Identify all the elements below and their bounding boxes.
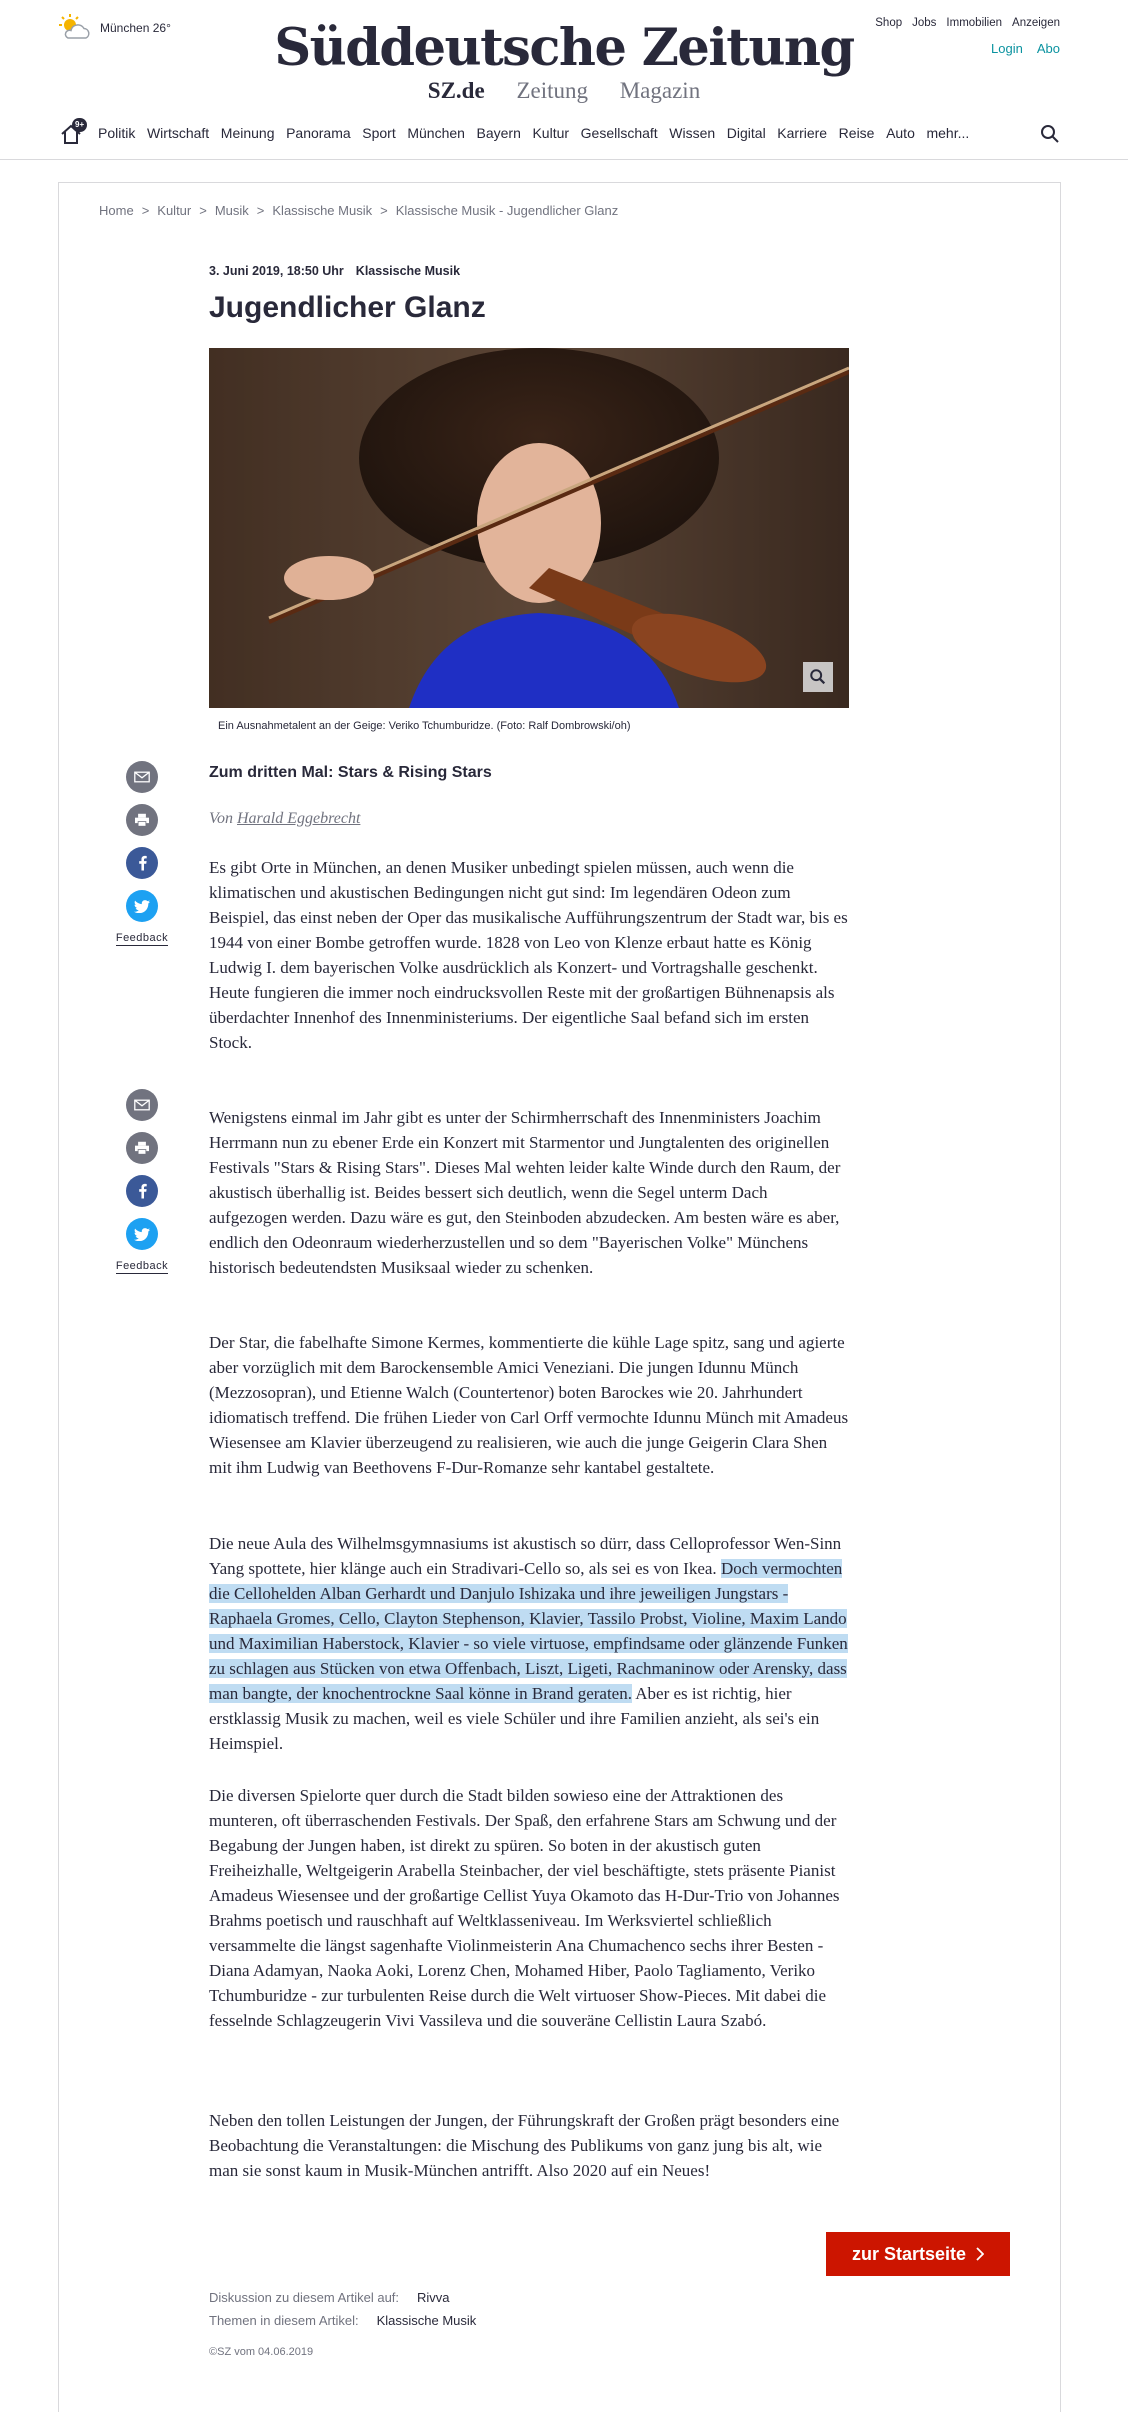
image-caption: Ein Ausnahmetalent an der Geige: Veriko Tchumburidze. (Foto: Ralf Dombrowski/oh) — [218, 720, 631, 732]
chevron-right-icon — [976, 2247, 984, 2261]
paragraph-2: Wenigstens einmal im Jahr gibt es unter der Schirmherrschaft des Innenministers Joachim Herrmann nun zu ebener Erde ein Konzert mit Starmentor und Jungtalenten des originellen Festivals "Stars & Rising Stars". Dieses Mal wehten leider kalte Winde durch den Raum, der akustisch überhallig ist. Beides bessert sich deutlich, wenn die Segel unterm Dach aufgezogen werden. Dazu wäre es gut, den Steinboden abzudecken. Am besten wäre es aber, endlich den Odeonraum wiederherzustellen und so dem "Bayerischen Volke" Münchens historisch bedeutendsten Musiksaal wieder zu schenken. — [209, 1108, 841, 1277]
feedback-link[interactable]: Feedback — [115, 932, 169, 944]
breadcrumb-separator: > — [141, 203, 150, 218]
topics-line — [209, 2313, 476, 2328]
breadcrumb-current: Klassische Musik - Jugendlicher Glanz — [395, 203, 619, 218]
highlighted-text-selection[interactable]: Doch vermochten die Cellohelden Alban Gerhardt und Danjulo Ishizaka und ihre jeweiligen Jungstars - Raphaela Gromes, Cello, Clayton Stephenson, Klavier, Tassilo Probst, Violine, Maxim Lando und Maximilian Haberstock, Klavier - so viele virtuose, empfindsame oder glänzende Funken zu schlagen aus Stücken von etwa Offenbach, Liszt, Ligeti, Rachmaninow oder Arensky, dass man bangte, der knochentrockne Saal könne in Brand geraten. — [209, 1559, 848, 1703]
service-links — [875, 17, 1060, 29]
zoom-button[interactable] — [803, 662, 833, 692]
magnifier-icon — [809, 668, 827, 686]
subnav-sz-de[interactable]: SZ.de — [427, 78, 485, 103]
breadcrumb-musik[interactable]: Musik — [214, 203, 249, 218]
nav-mehr[interactable]: mehr... — [926, 125, 970, 141]
nav-digital[interactable]: Digital — [726, 125, 766, 141]
facebook-icon — [138, 1183, 147, 1199]
violinist-photo — [209, 348, 849, 708]
email-share-button[interactable] — [126, 1089, 158, 1121]
weather-city: München — [100, 21, 150, 35]
mail-icon — [134, 1099, 150, 1111]
nav-kultur[interactable]: Kultur — [532, 125, 570, 141]
article-paragraph — [209, 1105, 849, 1280]
nav-wirtschaft[interactable]: Wirtschaft — [146, 125, 210, 141]
link-jobs[interactable]: Jobs — [912, 17, 937, 29]
search-icon — [1040, 124, 1060, 144]
paragraph-4-end: Aber es ist richtig, hier erstklassig Musik zu machen, weil es viele Schüler und ihre Familien anzieht, als sei's ein Heimspiel. — [209, 1684, 820, 1753]
twitter-share-button[interactable] — [126, 1218, 158, 1250]
search-button[interactable] — [1040, 124, 1060, 144]
breadcrumb-kultur[interactable]: Kultur — [157, 203, 192, 218]
startseite-button[interactable] — [826, 2232, 1010, 2276]
nav-meinung[interactable]: Meinung — [220, 125, 275, 141]
article-paragraph — [209, 1330, 849, 1480]
paragraph-1: Es gibt Orte in München, an denen Musiker unbedingt spielen müssen, auch wenn die klimatischen und akustischen Bedingungen nicht gut sind: Im legendären Odeon zum Beispiel, das einst neben der Oper das musikalische Aufführungszentrum der Stadt war, bis es 1944 von einer Bombe getroffen wurde. 1828 von Leo von Klenze erbaut hatte es König Ludwig I. dem bayerischen Volke ausdrücklich als Konzert- und Vortragshalle geschenkt. Heute fungieren die immer noch eindrucksvollen Reste mit der großartigen Bühnenapsis als überdachter Innenhof des Innenministeriums. Der eigentliche Saal befand sich im ersten Stock. — [209, 858, 848, 1052]
publication-switcher — [0, 78, 1128, 104]
feedback-link[interactable]: Feedback — [115, 1260, 169, 1272]
email-share-button[interactable] — [126, 761, 158, 793]
nav-gesellschaft[interactable]: Gesellschaft — [580, 125, 658, 141]
paragraph-4-start: Die neue Aula des Wilhelmsgymnasiums ist akustisch so dürr, dass Celloprofessor Wen-Sinn Yang spottete, hier klänge auch ein Stradivari-Cello so, als sei es von Ikea. — [209, 1534, 842, 1578]
notification-badge: 9+ — [72, 118, 87, 132]
paragraph-5: Die diversen Spielorte quer durch die Stadt bilden sowieso eine der Attraktionen des munteren, oft überraschenden Festivals. Der Spaß, den erfahrene Stars am Schwung und der Begabung der Jungen haben, ist direkt zu spüren. So boten in der akustisch guten Freiheizhalle, Weltgeigerin Arabella Steinbacher, der viel beschäftigte, stets präsente Pianist Amadeus Wiesensee und der großartige Cellist Yuya Okamoto das H-Dur-Trio von Johannes Brahms poetisch und rauschhaft auf Weltklasseniveau. Im Werksviertel schließlich versammelte die längst sagenhafte Violinmeisterin Ana Chumachenco sechs ihrer Besten - Diana Adamyan, Naoka Aoki, Lorenz Chen, Mohamed Hiber, Paolo Tagliamento, Veriko Tchumburidze - zur turbulenten Reise durch die Welt virtuoser Show-Pieces. Mit dabei die fesselnde Schlagzeugerin Vivi Vassileva und die souveräne Cellistin Laura Szabó. — [209, 1786, 840, 2030]
home-button[interactable] — [58, 118, 88, 148]
nav-auto[interactable]: Auto — [886, 125, 915, 141]
breadcrumb-home[interactable]: Home — [99, 203, 134, 218]
print-edition-date: ©SZ vom 04.06.2019 — [209, 2346, 314, 2358]
share-bar — [115, 1089, 169, 1274]
twitter-icon — [134, 1228, 150, 1241]
print-button[interactable] — [126, 1132, 158, 1164]
article-paragraph — [209, 855, 849, 1055]
article-paragraph — [209, 2108, 849, 2183]
discussion-link[interactable]: Rivva — [417, 2290, 450, 2305]
link-shop[interactable]: Shop — [875, 17, 903, 29]
article-paragraph — [209, 1531, 849, 1756]
hero-image[interactable] — [209, 348, 849, 708]
weather-temp: 26° — [152, 21, 171, 35]
article-title: Jugendlicher Glanz — [209, 291, 486, 324]
facebook-share-button[interactable] — [126, 1175, 158, 1207]
abo-link[interactable]: Abo — [1036, 41, 1060, 56]
article-teaser: Zum dritten Mal: Stars & Rising Stars — [209, 764, 492, 781]
printer-icon — [134, 813, 150, 827]
topic-link[interactable]: Klassische Musik — [376, 2313, 477, 2328]
paragraph-6: Neben den tollen Leistungen der Jungen, der Führungskraft der Großen prägt besonders eine Beobachtung die Veranstaltungen: die Mischung des Publikums von ganz jung bis alt, wie man sie sonst kaum in Musik-München antrifft. Also 2020 auf ein Neues! — [209, 2111, 840, 2180]
breadcrumb-separator: > — [256, 203, 265, 218]
twitter-share-button[interactable] — [126, 890, 158, 922]
breadcrumb-klassische-musik[interactable]: Klassische Musik — [272, 203, 373, 218]
byline-prefix: Von — [209, 810, 233, 827]
nav-politik[interactable]: Politik — [98, 125, 136, 141]
subnav-zeitung[interactable]: Zeitung — [516, 78, 588, 103]
auth-links — [991, 41, 1060, 56]
article-paragraph — [209, 1783, 849, 2033]
nav-wissen[interactable]: Wissen — [669, 125, 716, 141]
paragraph-3: Der Star, die fabelhafte Simone Kermes, kommentierte die kühle Lage spitz, sang und agierte aber vorzüglich mit dem Barockensemble Amici Veneziani. Die jungen Idunnu Münch (Mezzosopran), und Etienne Walch (Countertenor) boten Barockes wie 20. Jahrhundert idiomatisch treffend. Die frühen Lieder von Carl Orff vermochte Idunnu Münch mit Amadeus Wiesensee am Klavier überzeugend zu realisieren, wie auch die junge Geigerin Clara Shen mit ihm Ludwig van Beethovens F-Dur-Romanze sehr kantabel gestaltete. — [209, 1333, 849, 1477]
nav-bayern[interactable]: Bayern — [476, 125, 521, 141]
login-link[interactable]: Login — [991, 41, 1023, 56]
print-button[interactable] — [126, 804, 158, 836]
breadcrumb — [99, 203, 618, 218]
author-link[interactable]: Harald Eggebrecht — [237, 810, 361, 827]
twitter-icon — [134, 900, 150, 913]
startseite-label: zur Startseite — [851, 2243, 967, 2264]
paragraph-4 — [209, 1531, 849, 1756]
nav-sport[interactable]: Sport — [362, 125, 396, 141]
discussion-line — [209, 2290, 450, 2305]
site-logo[interactable]: Süddeutsche Zeitung — [274, 18, 854, 78]
facebook-icon — [138, 855, 147, 871]
facebook-share-button[interactable] — [126, 847, 158, 879]
printer-icon — [134, 1141, 150, 1155]
link-anzeigen[interactable]: Anzeigen — [1012, 17, 1060, 29]
subnav-magazin[interactable]: Magazin — [619, 78, 701, 103]
mail-icon — [134, 771, 150, 783]
article-date: 3. Juni 2019, 18:50 Uhr — [209, 264, 344, 278]
byline — [209, 810, 360, 828]
topics-label: Themen in diesem Artikel: — [209, 2313, 359, 2328]
nav-karriere[interactable]: Karriere — [777, 125, 828, 141]
nav-divider — [0, 159, 1128, 160]
nav-reise[interactable]: Reise — [838, 125, 875, 141]
nav-panorama[interactable]: Panorama — [286, 125, 351, 141]
main-navigation — [58, 118, 981, 148]
share-bar — [115, 761, 169, 946]
link-immobilien[interactable]: Immobilien — [946, 17, 1003, 29]
article-rubric[interactable]: Klassische Musik — [355, 264, 461, 278]
discussion-label: Diskussion zu diesem Artikel auf: — [209, 2290, 400, 2305]
breadcrumb-separator: > — [199, 203, 207, 218]
article-meta — [209, 264, 460, 278]
nav-muenchen[interactable]: München — [407, 125, 465, 141]
breadcrumb-separator: > — [380, 203, 388, 218]
